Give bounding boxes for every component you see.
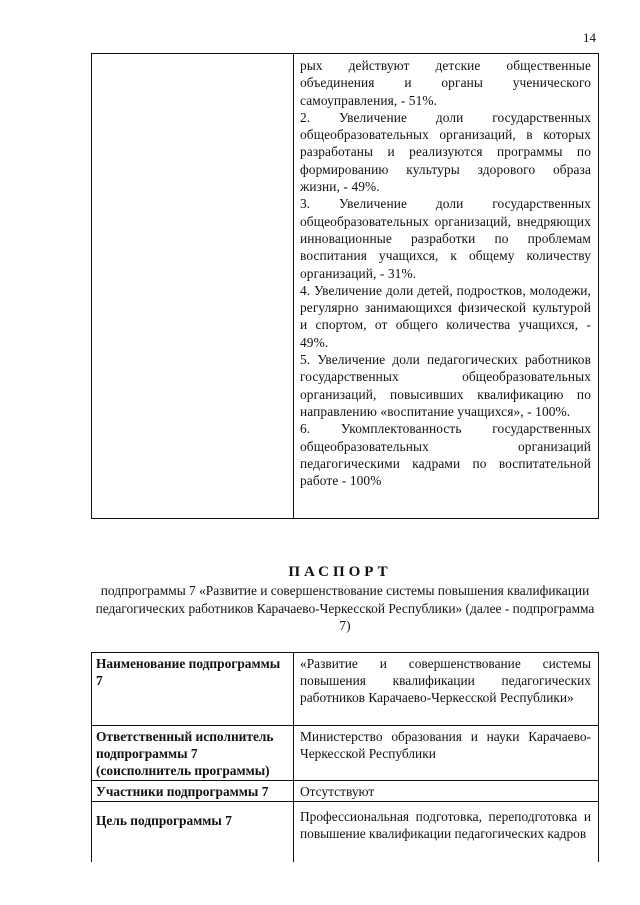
row-label: Цель подпрограммы 7 (92, 802, 294, 862)
row-value: Профессиональная подготовка, переподготовка и повышение квалификации педагогических кадров (300, 809, 591, 841)
indicator-paragraph: 6. Укомплектованность государственных общеобразовательных организаций педагогическими кадрами по воспитательной работе - 100% (300, 421, 591, 489)
row-label: Участники подпрограммы 7 (92, 781, 294, 801)
row-value: Министерство образования и науки Карачаево-Черкесской Республики (300, 729, 591, 761)
indicators-cell (294, 54, 598, 518)
table-row (92, 802, 598, 862)
indicator-paragraph: 5. Увеличение доли педагогических работников государственных общеобразовательных организаций, повысивших квалификацию по направлению «воспитание учащихся», - 100%. (300, 352, 591, 419)
continuation-table (91, 53, 599, 519)
indicator-paragraph: 2. Увеличение доли государственных общеобразовательных организаций, в которых разработаны и реализуются программы по формированию культуры здорового образа жизни, - 49%. (300, 109, 591, 195)
passport-title: ПАСПОРТ (288, 564, 392, 580)
row-label: Наименование подпрограммы 7 (92, 653, 294, 725)
passport-table (91, 652, 599, 862)
row-value: «Развитие и совершенствование системы повышения квалификации педагогических работников Карачаево-Черкесской Республики» (300, 656, 591, 705)
indicator-paragraph: 4. Увеличение доли детей, подростков, молодежи, регулярно занимающихся физической культурой и спортом, от общего количества учащихся, - 49%. (300, 282, 591, 350)
row-value: Отсутствуют (300, 784, 375, 799)
empty-label-cell (92, 54, 294, 518)
passport-subtitle: подпрограммы 7 «Развитие и совершенствование системы повышения квалификации педагогических работников Карачаево-Черкесской Республики» (далее - подпрограмма 7) (95, 583, 595, 633)
row-label: Ответственный исполнитель подпрограммы 7 (соисполнитель программы) (92, 726, 294, 780)
indicator-paragraph: 3. Увеличение доли государственных общеобразовательных организаций, внедряющих инновационные разработки по проблемам воспитания учащихся, к общему количеству организаций, - 31%. (300, 196, 591, 281)
indicator-paragraph: рых действуют детские общественные объединения и органы ученического самоуправления, - 51%. (300, 58, 591, 108)
page-number: 14 (583, 30, 596, 45)
table-row (92, 781, 598, 802)
table-row (92, 726, 598, 781)
table-row (92, 653, 598, 726)
